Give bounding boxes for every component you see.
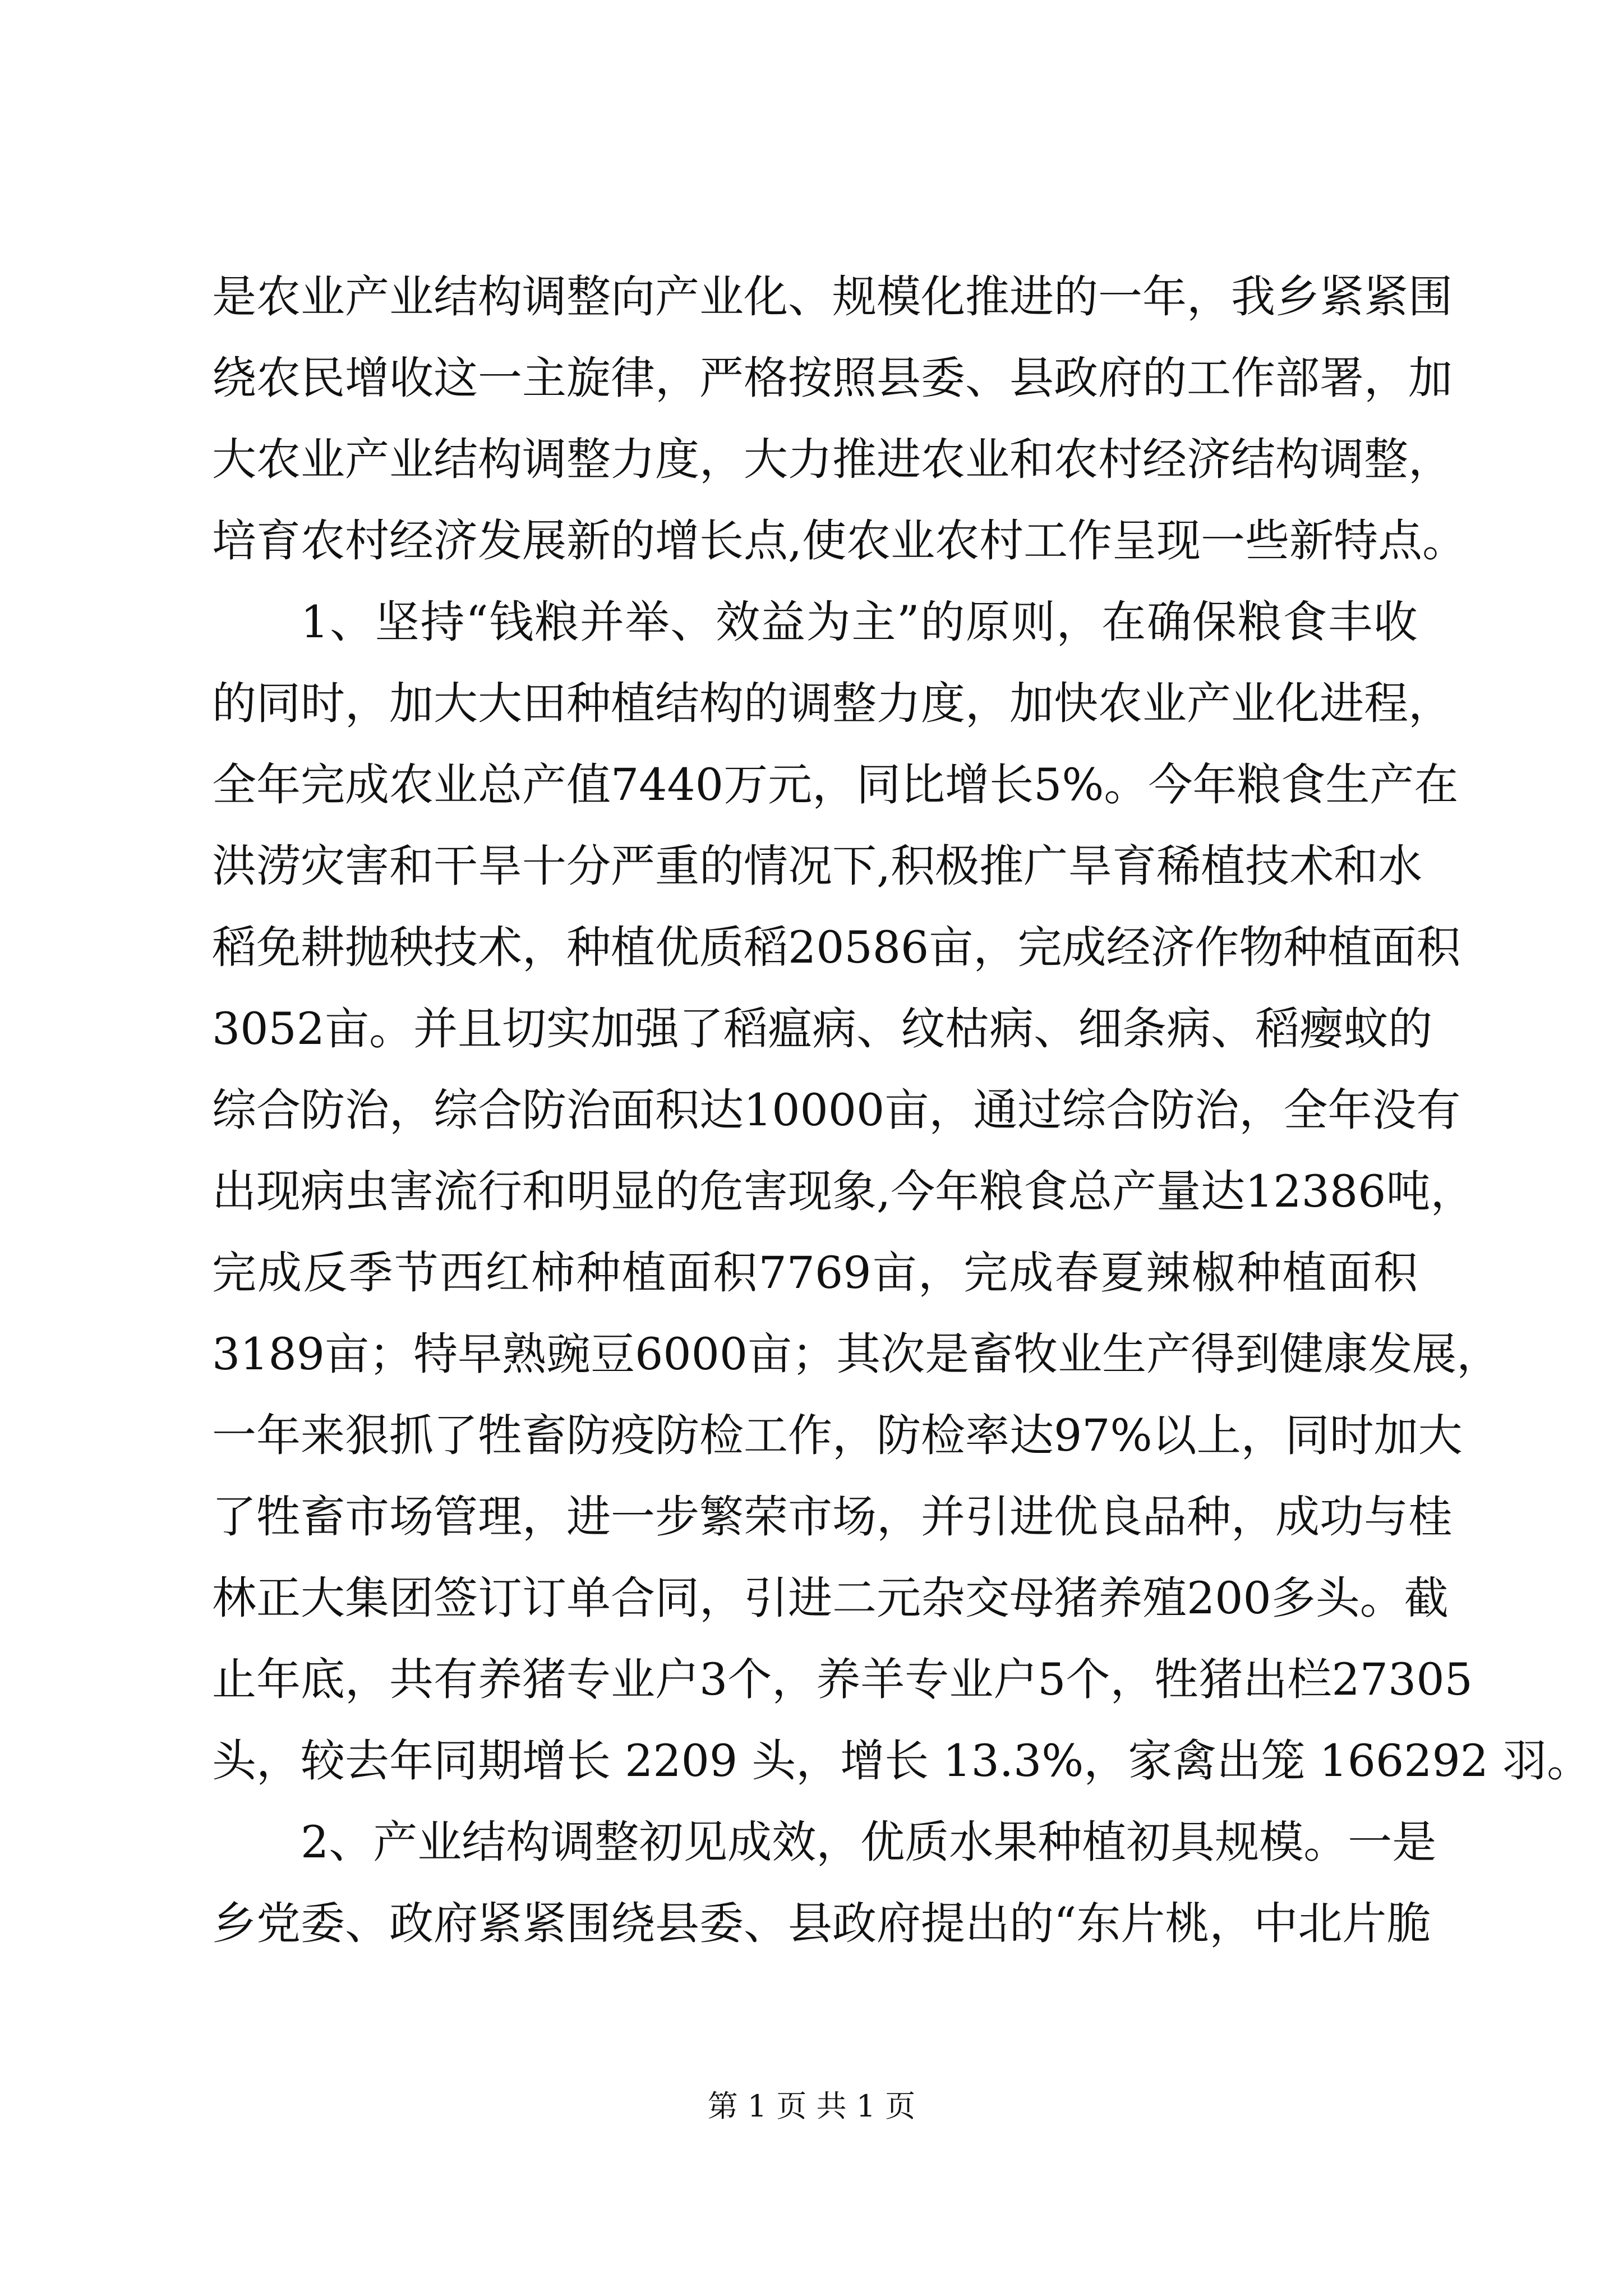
text-line: 乡 党 委 、 政 府 紧 紧 围 绕 县 委 、 县 政 府 提 出 的 “ 东 片 桃 ， 中 北 片 脆 xyxy=(212,1898,1431,1949)
text-line: 2 、 产 业 结 构 调 整 初 见 成 效 ， 优 质 水 果 种 植 初 具 规 模 。 一 是 xyxy=(301,1816,1437,1868)
text-line: 止 年 底 ， 共 有 养 猪 专 业 户 3 个 ， 养 羊 专 业 户 5 个 ， 牲 猪 出 栏 27305 xyxy=(212,1654,1473,1705)
text-line: 洪 涝 灾 害 和 干 旱 十 分 严 重 的 情 况 下 , 积 极 推 广 旱 育 稀 植 技 术 和 水 xyxy=(212,840,1423,892)
text-line: 1 、 坚 持 “ 钱 粮 并 举 、 效 益 为 主 ” 的 原 则 ， 在 确 保 粮 食 丰 收 xyxy=(301,596,1418,648)
text-line: 培育农村经济发展新的增长点,使农业农村工作呈现一些新特点。 xyxy=(212,515,1467,567)
text-line: 了 牲 畜 市 场 管 理 ， 进 一 步 繁 荣 市 场 ， 并 引 进 优 良 品 种 ， 成 功 与 桂 xyxy=(212,1491,1453,1543)
text-line: 绕 农 民 增 收 这 一 主 旋 律 ， 严 格 按 照 县 委 、 县 政 府 的 工 作 部 署 ， 加 xyxy=(212,352,1453,404)
text-line: 稻 免 耕 抛 秧 技 术 ， 种 植 优 质 稻 20586 亩 ， 完 成 经 济 作 物 种 植 面 积 xyxy=(212,922,1461,973)
document-body xyxy=(212,256,1592,1964)
text-line: 大 农 业 产 业 结 构 调 整 力 度 ， 大 力 推 进 农 业 和 农 村 经 济 结 构 调 整 ， xyxy=(212,434,1453,485)
text-line: 林 正 大 集 团 签 订 订 单 合 同 ， 引 进 二 元 杂 交 母 猪 养 殖 200 多 头 。 截 xyxy=(212,1572,1449,1624)
text-line: 出 现 病 虫 害 流 行 和 明 显 的 危 害 现 象 , 今 年 粮 食 总 产 量 达 12386 吨 ， xyxy=(212,1166,1475,1217)
page-footer: 第 1 页 共 1 页 xyxy=(707,2088,916,2124)
text-line: 一 年 来 狠 抓 了 牲 畜 防 疫 防 检 工 作 ， 防 检 率 达 97% 以 上 ， 同 时 加 大 xyxy=(212,1410,1463,1461)
text-line: 的 同 时 ， 加 大 大 田 种 植 结 构 的 调 整 力 度 ， 加 快 农 业 产 业 化 进 程 ， xyxy=(212,678,1453,729)
text-line: 3052 亩 。 并 且 切 实 加 强 了 稻 瘟 病 、 纹 枯 病 、 细 条 病 、 稻 瘿 蚊 的 xyxy=(212,1003,1433,1055)
text-line: 全 年 完 成 农 业 总 产 值 7440 万 元 ， 同 比 增 长 5% 。 今 年 粮 食 生 产 在 xyxy=(212,759,1459,811)
text-line: 综 合 防 治 ， 综 合 防 治 面 积 达 10000 亩 ， 通 过 综 合 防 治 ， 全 年 没 有 xyxy=(212,1084,1461,1136)
text-line: 头，较去年同期增长 2209 头，增长 13.3%，家禽出笼 166292 羽。 xyxy=(212,1735,1592,1787)
text-line: 完 成 反 季 节 西 红 柿 种 植 面 积 7769 亩 ， 完 成 春 夏 辣 椒 种 植 面 积 xyxy=(212,1247,1418,1299)
text-line: 是 农 业 产 业 结 构 调 整 向 产 业 化 、 规 模 化 推 进 的 一 年 ， 我 乡 紧 紧 围 xyxy=(212,271,1453,323)
text-line: 3189 亩 ； 特 早 熟 豌 豆 6000 亩 ； 其 次 是 畜 牧 业 生 产 得 到 健 康 发 展 ， xyxy=(212,1328,1501,1380)
